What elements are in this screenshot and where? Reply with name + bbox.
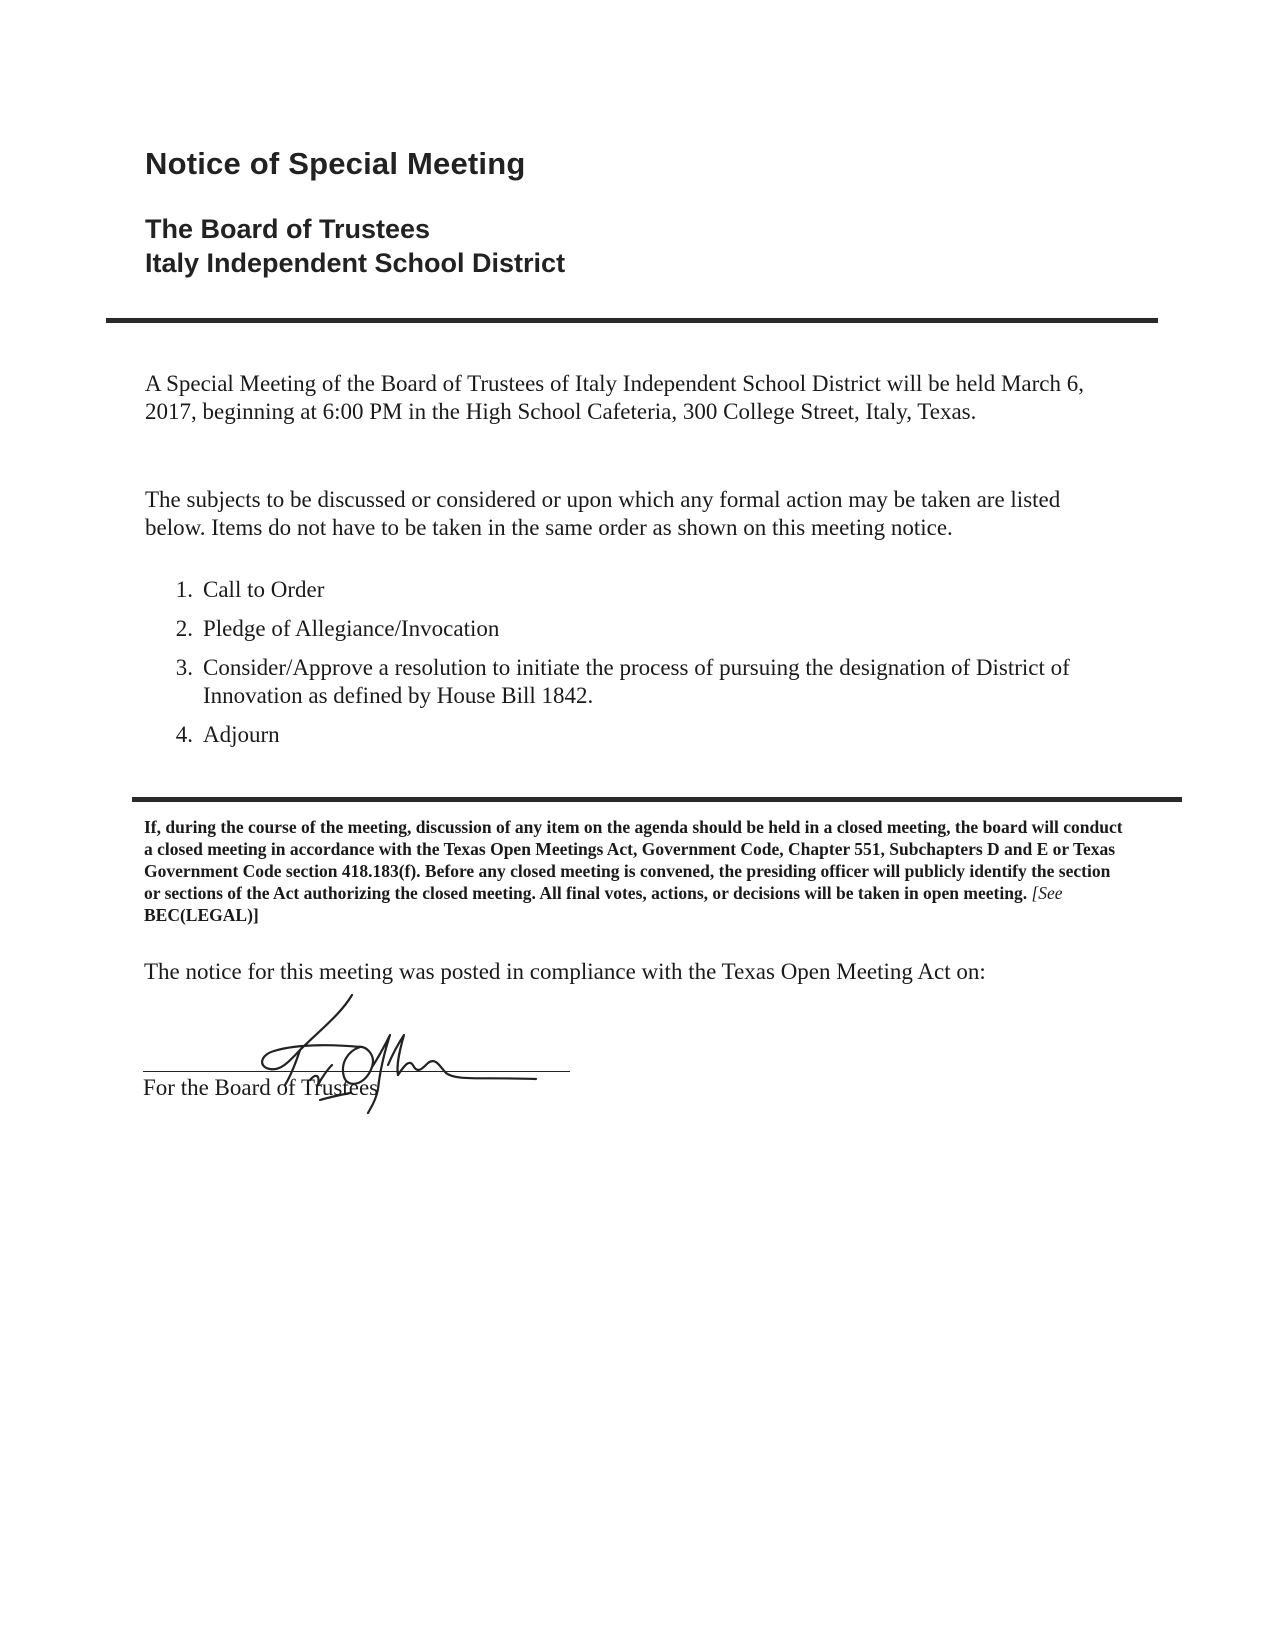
closed-meeting-notice: [144, 816, 1129, 926]
agenda-item-number: 3.: [175, 655, 193, 680]
agenda-item-text: Pledge of Allegiance/Invocation: [203, 616, 500, 641]
subjects-paragraph: The subjects to be discussed or considered or upon which any formal action may be taken are listed below. Items do not have to be taken in the same order as shown on this meeting notice.: [145, 487, 1061, 540]
agenda-item-number: 2.: [175, 616, 193, 641]
signature-label: For the Board of Trustees: [143, 1075, 379, 1100]
district-heading: Italy Independent School District: [145, 248, 566, 278]
agenda-item-text: Call to Order: [203, 577, 325, 602]
agenda-item-number: 4.: [175, 722, 193, 747]
agenda-item-text: Adjourn: [203, 722, 280, 747]
agenda-item-number: 1.: [175, 577, 193, 602]
agenda-item-text: Consider/Approve a resolution to initiate the process of pursuing the designation of District of Innovation as defined by House Bill 1842.: [203, 655, 1070, 708]
agenda-item: [145, 615, 1075, 643]
header-divider: [106, 318, 1158, 323]
agenda-list: [145, 576, 1075, 760]
signature-line: [143, 1071, 570, 1072]
closed-meeting-text: If, during the course of the meeting, discussion of any item on the agenda should be held in a closed meeting, the board will conduct a closed meeting in accordance with the Texas Open Meetings Act, Government Code, Chapter 551, Subchapters D and E or Texas Government Code section 418.183(f). Before any closed meeting is convened, the presiding officer will publicly identify the section or sections of the Act authorizing the closed meeting. All final votes, actions, or decisions will be taken in open meeting.: [144, 817, 1123, 903]
agenda-item: [145, 576, 1075, 604]
board-heading: The Board of Trustees: [145, 214, 431, 244]
see-reference-prefix: [See: [1031, 883, 1063, 903]
page-title: Notice of Special Meeting: [145, 146, 526, 181]
agenda-divider: [132, 797, 1182, 802]
meeting-details-paragraph: A Special Meeting of the Board of Trustees of Italy Independent School District will be held March 6, 2017, beginning at 6:00 PM in the High School Cafeteria, 300 College Street, Italy, Texas.: [145, 371, 1084, 424]
agenda-item: [145, 721, 1075, 749]
see-reference: BEC(LEGAL)]: [144, 905, 259, 925]
agenda-item: [145, 654, 1075, 710]
posting-statement: The notice for this meeting was posted in compliance with the Texas Open Meeting Act on:: [144, 959, 986, 984]
